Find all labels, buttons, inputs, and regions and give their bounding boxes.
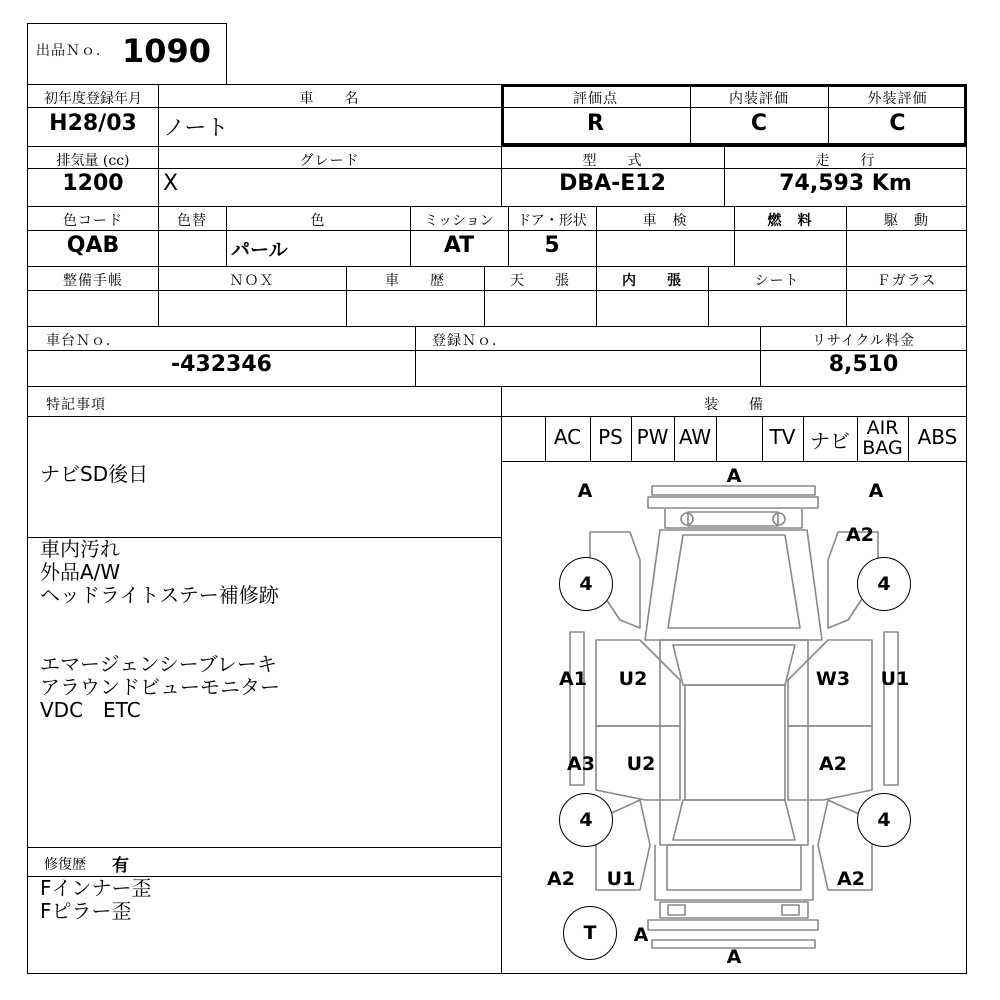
equipment-airbag: AIR BAG [862,417,903,459]
damage-right-fender: A2 [846,524,874,546]
interior-label: 内装評価 [729,91,789,107]
displacement-value: 1200 [62,171,124,196]
damage-left-sill: A1 [559,668,587,690]
damage-front-bumper: A [726,465,742,487]
seat-label: シート [754,273,800,289]
color-change-label: 色替 [177,213,207,229]
history-label: 車 歴 [385,273,445,289]
car-name-value: ノート [163,116,229,141]
notes-label: 特記事項 [46,397,106,413]
registration-label: 初年度登録年月 [44,91,142,107]
note-line: 車内汚れ [40,537,120,561]
damage-right-sill: U1 [880,668,910,690]
note-line [40,607,280,630]
color-code-label: 色コード [63,213,123,229]
equipment-aw: AW [678,425,712,449]
note-line: VDC ETC [40,698,141,722]
equipment-ac: AC [553,425,582,449]
note-line: エマージェンシーブレーキ [40,652,277,676]
score-value: R [587,111,604,136]
repair-list [40,877,152,923]
mission-label: ミッション [424,213,494,229]
roof-label: 天 張 [510,273,570,289]
model-label: 型 式 [582,153,643,169]
note-line: 外品A/W [40,560,121,584]
car-diagram [501,461,967,974]
lot-number: 1090 [122,32,212,70]
repair-history-label: 修復歴 [44,857,86,873]
model-value: DBA-E12 [559,171,666,196]
equipment-abs: ABS [917,425,958,449]
note-line [40,630,280,653]
grade-value: X [163,171,179,196]
door-label: ドア・形状 [517,213,587,229]
nox-label: ＮＯＸ [229,273,275,289]
damage-front-right: A [868,480,884,502]
displacement-label: 排気量 (cc) [56,153,130,169]
damage-left-quarter: A2 [547,868,575,890]
damage-right-rear-door: A2 [819,753,847,775]
equipment-ps: PS [598,425,623,449]
note-line: ヘッドライトステー補修跡 [40,583,279,607]
color-label: 色 [310,213,326,229]
recycle-fee-value: 8,510 [828,352,899,377]
equipment-pw: PW [636,425,669,449]
mileage-value: 74,593 Km [779,171,912,196]
equipment-tv: TV [769,425,796,449]
damage-right-front-door: W3 [815,668,851,690]
notes-list [40,538,280,722]
exterior-label: 外装評価 [867,91,928,107]
wheel-rear-right: 4 [857,793,911,847]
car-name-label: 車 名 [299,91,360,107]
notes-top-text: ナビSD後日 [40,462,149,486]
lot-label: 出品Ｎｏ． [36,43,111,59]
registration-no-label: 登録Ｎｏ． [432,333,507,349]
wheel-front-left: 4 [559,557,613,611]
spare-tire: T [563,906,617,960]
note-line: アラウンドビューモニター [40,675,280,699]
color-code-value: QAB [66,233,120,258]
score-label: 評価点 [573,91,618,107]
equipment-navi: ナビ [810,429,850,453]
exterior-value: C [889,111,906,136]
damage-front-left: A [577,480,593,502]
repair-line: Fピラー歪 [40,899,132,923]
recycle-fee-label: リサイクル料金 [811,333,916,349]
inspection-label: 車 検 [642,213,688,229]
mileage-label: 走 行 [815,153,876,169]
fuel-label: 燃 料 [767,213,813,229]
door-value: 5 [544,233,560,258]
chassis-value: -432346 [171,352,272,377]
drive-label: 駆 動 [884,213,929,229]
repair-history-value: 有 [112,856,129,876]
inner-lining-label: 内 張 [622,273,682,289]
damage-left-rear: U1 [606,868,636,890]
front-glass-label: Ｆガラス [876,273,937,289]
grade-label: グレード [299,153,360,169]
damage-rear-bumper: A [726,946,742,968]
damage-trunk: A [633,924,649,946]
repair-line: Fインナー歪 [40,876,152,900]
maintenance-label: 整備手帳 [63,273,123,289]
wheel-front-right: 4 [857,557,911,611]
damage-left-front-door: U2 [618,668,648,690]
damage-right-quarter: A2 [837,868,865,890]
chassis-label: 車台Ｎｏ． [46,333,121,349]
mission-value: AT [443,233,475,258]
interior-value: C [750,111,768,136]
color-value: パール [231,239,288,261]
damage-left-rear-sill: A3 [567,753,595,775]
equipment-label: 装 備 [704,397,764,413]
damage-left-rear-door: U2 [626,753,656,775]
registration-value: H28/03 [49,111,137,136]
wheel-rear-left: 4 [559,793,613,847]
